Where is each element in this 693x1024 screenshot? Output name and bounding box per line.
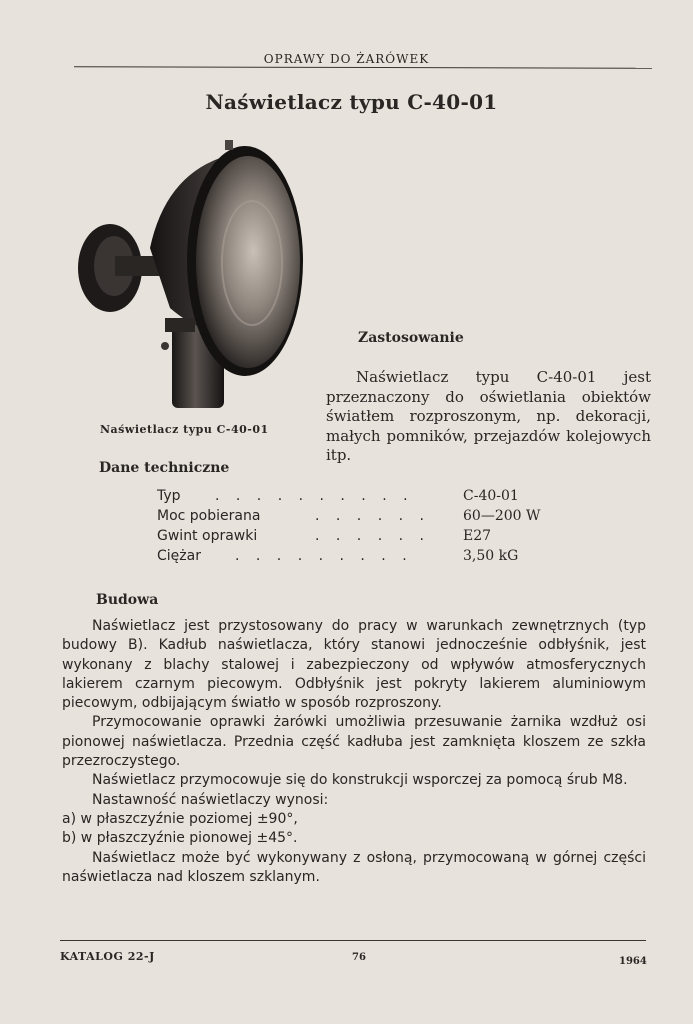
construction-paragraph: Naświetlacz jest przystosowany do pracy w warunkach zewnętrznych (typ budowy B). Kadłub naświetlacza, który stanowi jednocześnie odbłyśnik, jest wykonany z blachy stalowej i zabezpieczony od wpływów atmosferycznych lakierem czarnym piecowym. Odbłyśnik jest pokryty lakierem aluminiowym piecowym, odbijającym światło w sposób rozproszony. bbox=[62, 618, 646, 712]
spec-label: Typ bbox=[157, 488, 181, 504]
construction-text bbox=[62, 617, 646, 887]
specs-table bbox=[157, 488, 557, 568]
construction-paragraph: Przymocowanie oprawki żarówki umożliwia przesuwanie żarnika wzdłuż osi pionowej naświetlacza. Przednia część kadłuba jest zamknięta kloszem ze szkła przezroczystego. bbox=[62, 714, 646, 770]
spec-dots: . . . . . . bbox=[315, 528, 430, 544]
header-rule bbox=[74, 66, 652, 69]
spec-row-type bbox=[157, 488, 557, 508]
footer-rule bbox=[60, 940, 646, 941]
spec-value: C-40-01 bbox=[463, 488, 519, 504]
construction-list-item: a) w płaszczyźnie poziomej ±90°, bbox=[62, 810, 298, 827]
spec-row-socket bbox=[157, 528, 557, 548]
spec-label: Gwint oprawki bbox=[157, 528, 258, 544]
spec-value: 60—200 W bbox=[463, 508, 541, 524]
spec-row-power bbox=[157, 508, 557, 528]
page-title: Naświetlacz typu C-40-01 bbox=[205, 90, 498, 114]
spec-label: Ciężar bbox=[157, 548, 201, 564]
spec-dots: . . . . . . . . . bbox=[235, 548, 413, 564]
construction-list-item: b) w płaszczyźnie pionowej ±45°. bbox=[62, 830, 298, 847]
footer-year: 1964 bbox=[619, 956, 647, 967]
application-heading: Zastosowanie bbox=[358, 330, 464, 346]
spec-dots: . . . . . . . . . . bbox=[215, 488, 414, 504]
figure-caption: Naświetlacz typu C-40-01 bbox=[100, 423, 269, 436]
running-head: OPRAWY DO ŻARÓWEK bbox=[263, 52, 430, 66]
spec-row-weight bbox=[157, 548, 557, 568]
spec-label: Moc pobierana bbox=[157, 508, 261, 524]
spec-value: E27 bbox=[463, 528, 492, 544]
spec-value: 3,50 kG bbox=[463, 548, 519, 564]
footer-page-number: 76 bbox=[352, 952, 366, 963]
construction-heading: Budowa bbox=[96, 592, 159, 608]
construction-paragraph: Nastawność naświetlaczy wynosi: bbox=[92, 791, 329, 808]
floodlight-photo bbox=[70, 138, 310, 413]
construction-paragraph: Naświetlacz przymocowuje się do konstrukcji wsporczej za pomocą śrub M8. bbox=[92, 772, 628, 789]
spec-dots: . . . . . . bbox=[315, 508, 430, 524]
specs-heading: Dane techniczne bbox=[99, 460, 230, 476]
footer-catalog: KATALOG 22-J bbox=[60, 950, 155, 963]
application-text: Naświetlacz typu C-40-01 jest przeznaczony do oświetlania obiektów światłem rozproszonym, np. dekoracji, małych pomników, przejazdów kolejowych itp. bbox=[326, 368, 651, 464]
construction-paragraph: Naświetlacz może być wykonywany z osłoną, przymocowaną w górnej części naświetlacza nad kloszem szklanym. bbox=[62, 849, 646, 885]
